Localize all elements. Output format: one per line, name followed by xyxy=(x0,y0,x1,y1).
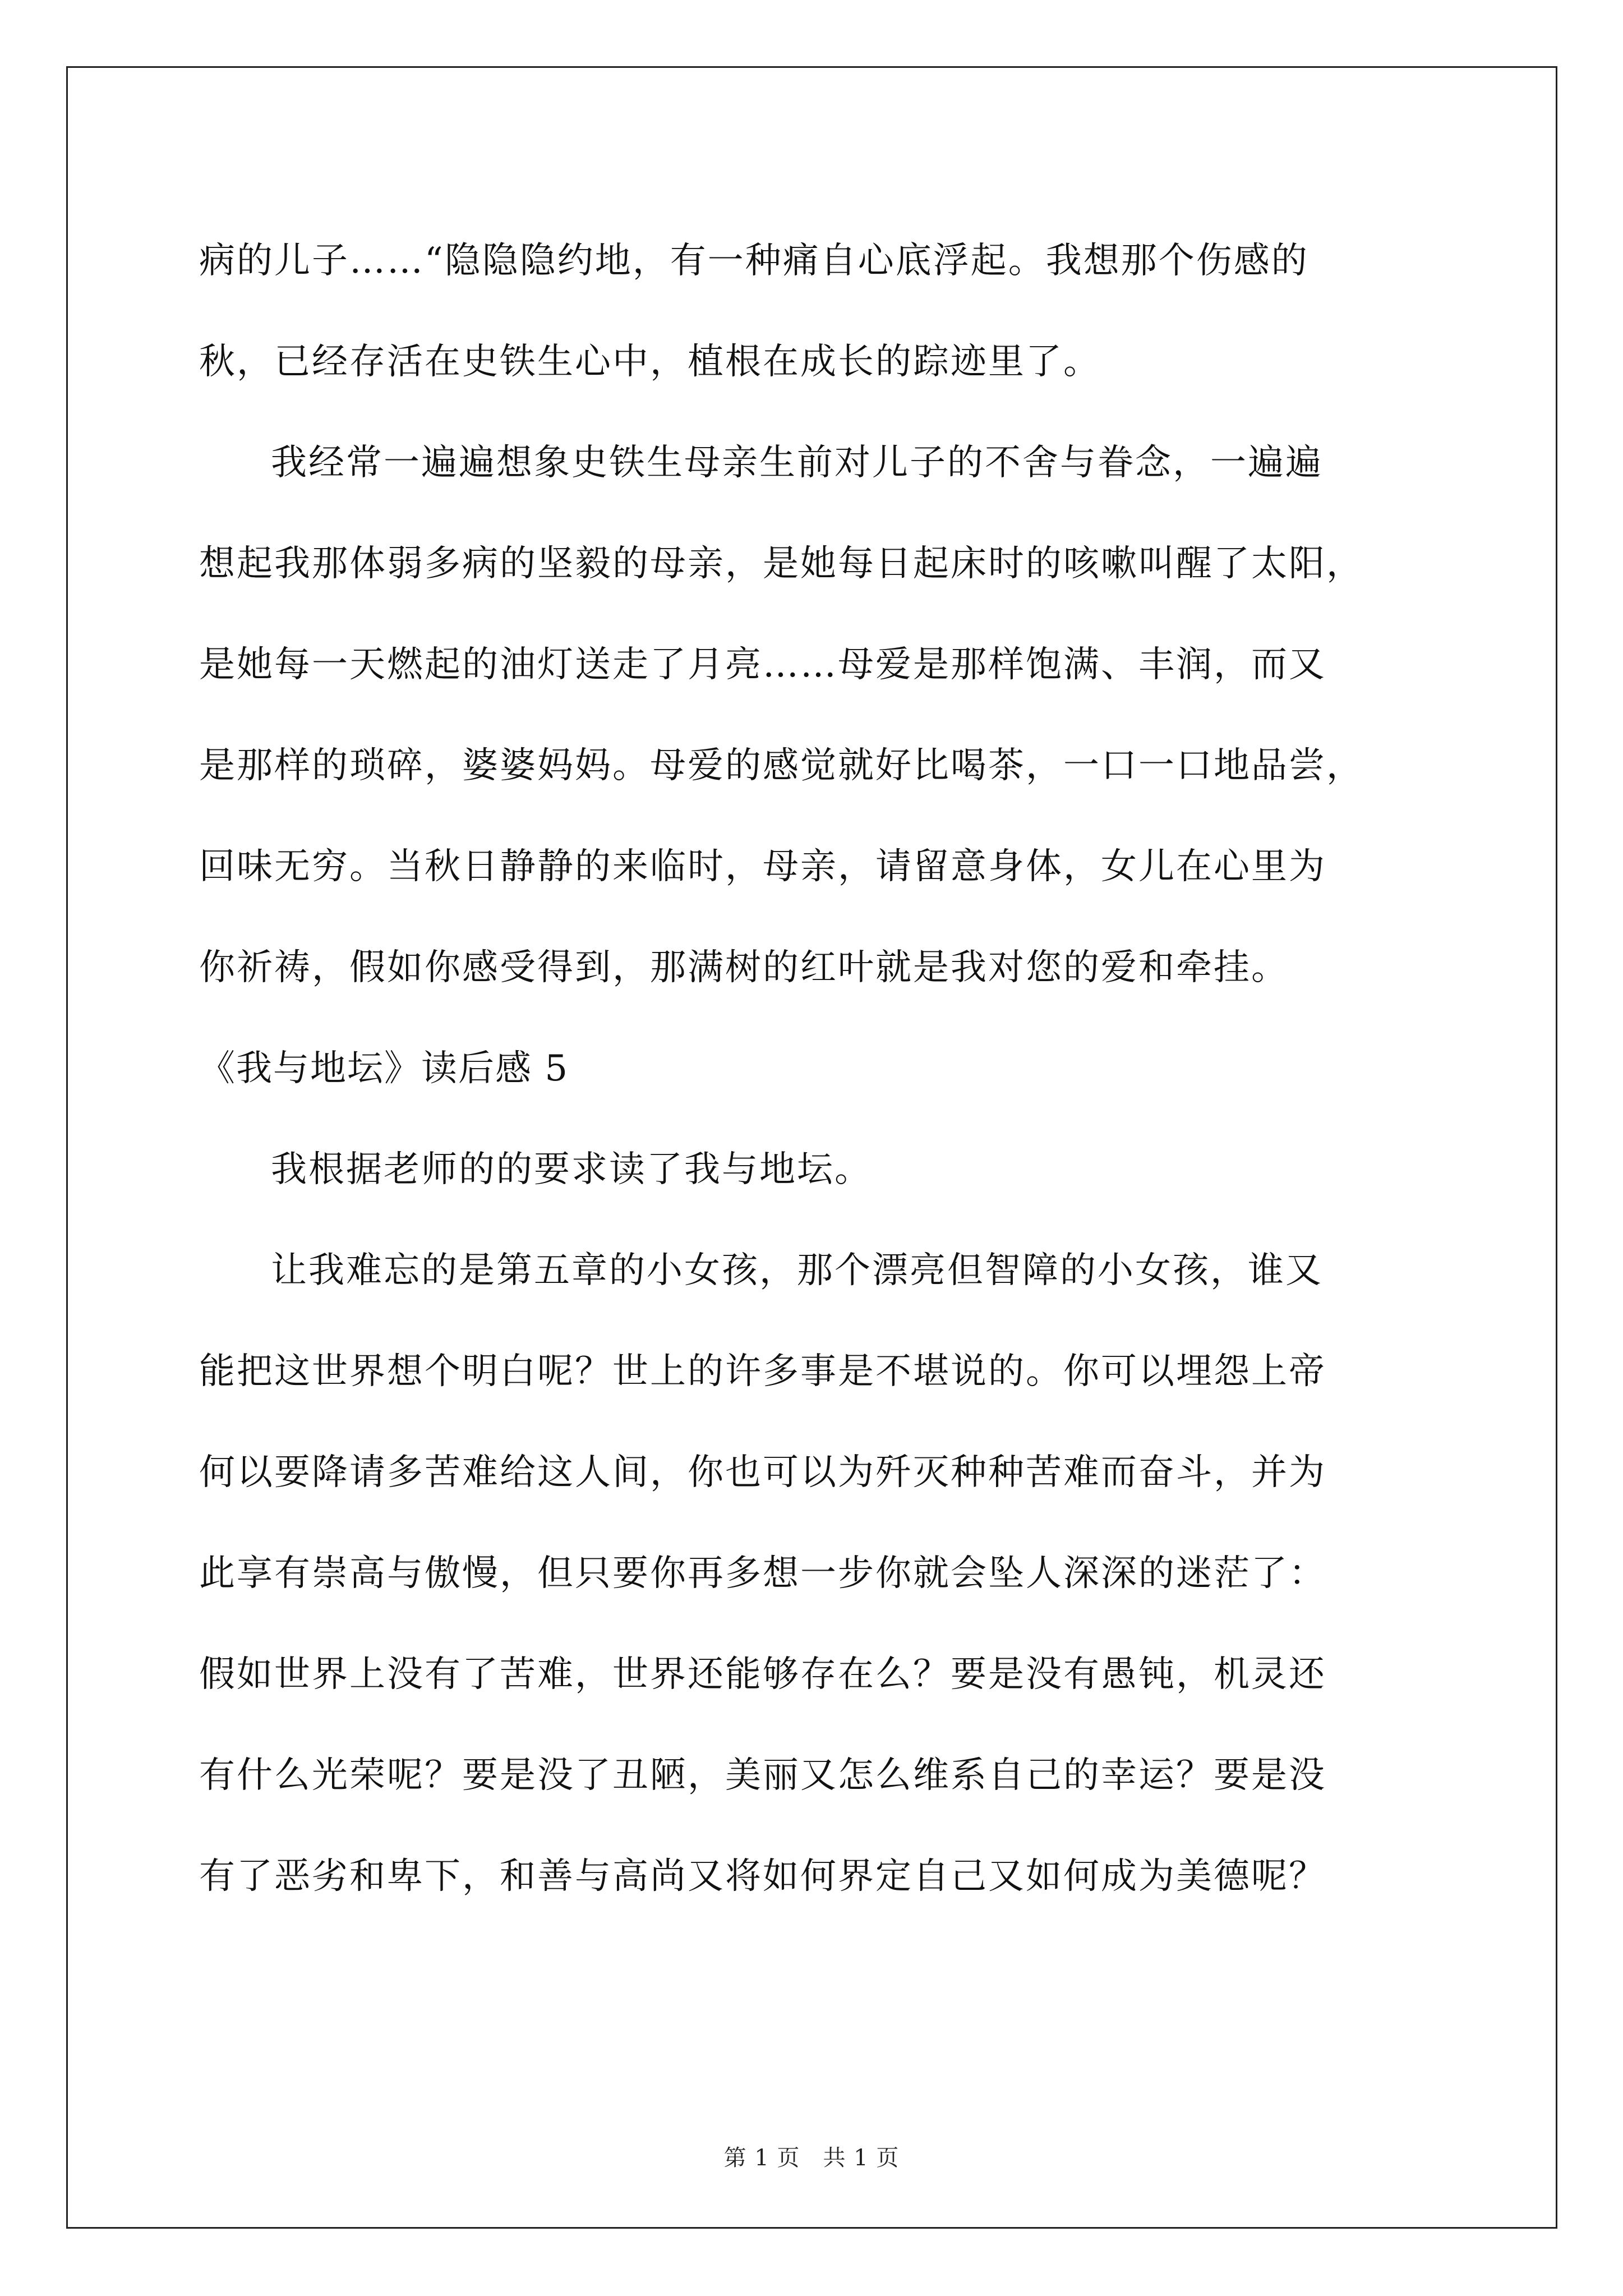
paragraph-line: 假如世界上没有了苦难，世界还能够存在么？要是没有愚钝，机灵还 xyxy=(199,1654,1326,1695)
paragraph-line: 何以要降请多苦难给这人间，你也可以为歼灭种种苦难而奋斗，并为 xyxy=(199,1452,1326,1493)
paragraph-line: 有什么光荣呢？要是没了丑陋，美丽又怎么维系自己的幸运？要是没 xyxy=(199,1755,1326,1796)
paragraph-line: 此享有崇高与傲慢，但只要你再多想一步你就会坠人深深的迷茫了： xyxy=(199,1553,1326,1594)
paragraph-line: 秋，已经存活在史铁生心中，植根在成长的踪迹里了。 xyxy=(199,341,1101,383)
paragraph-line: 能把这世界想个明白呢？世上的许多事是不堪说的。你可以埋怨上帝 xyxy=(199,1351,1326,1392)
paragraph-line: 我经常一遍遍想象史铁生母亲生前对儿子的不舍与眷念，一遍遍 xyxy=(271,442,1323,484)
paragraph-line: 有了恶劣和卑下，和善与高尚又将如何界定自己又如何成为美德呢？ xyxy=(199,1856,1326,1897)
page-number-footer: 第 1 页 共 1 页 xyxy=(723,2145,900,2171)
paragraph-line: 是她每一天燃起的油灯送走了月亮……母爱是那样饱满、丰润，而又 xyxy=(199,644,1326,685)
paragraph-line: 你祈祷，假如你感受得到，那满树的红叶就是我对您的爱和牵挂。 xyxy=(199,947,1289,988)
paragraph-line: 是那样的琐碎，婆婆妈妈。母爱的感觉就好比喝茶，一口一口地品尝， xyxy=(199,745,1364,786)
paragraph-line: 我根据老师的的要求读了我与地坛。 xyxy=(271,1149,872,1190)
section-heading: 《我与地坛》读后感 5 xyxy=(199,1048,569,1089)
paragraph-line: 回味无穷。当秋日静静的来临时，母亲，请留意身体，女儿在心里为 xyxy=(199,846,1326,887)
paragraph-line: 病的儿子……“隐隐隐约地，有一种痛自心底浮起。我想那个伤感的 xyxy=(199,240,1309,282)
document-body xyxy=(199,210,1433,1927)
paragraph-line: 让我难忘的是第五章的小女孩，那个漂亮但智障的小女孩，谁又 xyxy=(271,1250,1323,1291)
paragraph-line: 想起我那体弱多病的坚毅的母亲，是她每日起床时的咳嗽叫醒了太阳， xyxy=(199,543,1364,585)
